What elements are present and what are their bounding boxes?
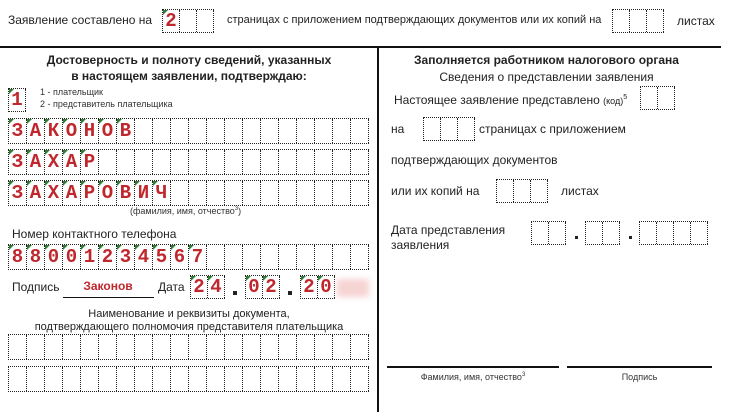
right-signature-caption: Подпись bbox=[621, 372, 658, 382]
char-cell[interactable] bbox=[514, 180, 531, 202]
char-cell[interactable] bbox=[197, 10, 214, 32]
on-label: на bbox=[391, 122, 405, 136]
char-cell[interactable] bbox=[171, 119, 189, 143]
char-cell[interactable] bbox=[117, 150, 135, 174]
date-day-field[interactable] bbox=[190, 275, 225, 299]
char-cell[interactable]: 4 bbox=[135, 245, 153, 269]
char-cell[interactable] bbox=[691, 222, 708, 244]
right-fio-footnote: 3 bbox=[521, 372, 526, 378]
char-cell[interactable]: 2 bbox=[301, 276, 318, 298]
copies-label: или их копий на bbox=[391, 184, 480, 198]
date-separator-dot bbox=[288, 291, 292, 295]
char-cell[interactable] bbox=[171, 181, 189, 205]
char-cell[interactable] bbox=[315, 181, 333, 205]
char-cell[interactable] bbox=[333, 335, 351, 359]
char-cell[interactable] bbox=[297, 367, 315, 391]
char-cell[interactable] bbox=[458, 118, 475, 140]
char-cell[interactable]: З bbox=[9, 181, 27, 205]
char-cell[interactable]: 4 bbox=[208, 276, 225, 298]
char-cell[interactable] bbox=[45, 367, 63, 391]
char-cell[interactable] bbox=[261, 119, 279, 143]
char-cell[interactable]: О bbox=[99, 119, 117, 143]
char-cell[interactable] bbox=[613, 10, 630, 32]
pages-suffix: страницах с приложением bbox=[479, 122, 626, 136]
header-pages-field[interactable] bbox=[162, 9, 214, 33]
char-cell[interactable] bbox=[297, 245, 315, 269]
code-label bbox=[394, 93, 627, 107]
fio-caption-end: ) bbox=[238, 206, 242, 216]
char-cell[interactable] bbox=[243, 367, 261, 391]
char-cell[interactable] bbox=[153, 150, 171, 174]
fio-caption bbox=[130, 206, 241, 216]
char-cell[interactable] bbox=[497, 180, 514, 202]
char-cell[interactable] bbox=[180, 10, 197, 32]
char-cell[interactable] bbox=[9, 367, 27, 391]
char-cell[interactable] bbox=[674, 222, 691, 244]
date-month-field[interactable] bbox=[245, 275, 280, 299]
char-cell[interactable] bbox=[424, 118, 441, 140]
char-cell[interactable] bbox=[81, 367, 99, 391]
char-cell[interactable] bbox=[351, 119, 369, 143]
right-fio-caption-text: Фамилия, имя, отчество bbox=[420, 372, 522, 382]
char-cell[interactable] bbox=[658, 87, 675, 109]
char-cell[interactable]: В bbox=[117, 119, 135, 143]
char-cell[interactable]: А bbox=[27, 181, 45, 205]
char-cell[interactable] bbox=[333, 245, 351, 269]
patronymic-field[interactable] bbox=[8, 180, 369, 206]
char-cell[interactable]: Х bbox=[45, 181, 63, 205]
char-cell[interactable] bbox=[279, 181, 297, 205]
char-cell[interactable] bbox=[279, 245, 297, 269]
char-cell[interactable] bbox=[630, 10, 647, 32]
char-cell[interactable] bbox=[315, 150, 333, 174]
doc-caption-line2: подтверждающего полномочия представителя плательщика bbox=[34, 321, 344, 333]
char-cell[interactable] bbox=[225, 335, 243, 359]
char-cell[interactable]: 6 bbox=[171, 245, 189, 269]
char-cell[interactable]: 5 bbox=[153, 245, 171, 269]
char-cell[interactable] bbox=[189, 367, 207, 391]
char-cell[interactable] bbox=[279, 119, 297, 143]
header-divider bbox=[0, 46, 721, 48]
char-cell[interactable]: О bbox=[63, 119, 81, 143]
char-cell[interactable] bbox=[207, 367, 225, 391]
char-cell[interactable] bbox=[351, 245, 369, 269]
char-cell[interactable]: 2 bbox=[99, 245, 117, 269]
char-cell[interactable] bbox=[531, 180, 548, 202]
header-middle-text: страницах с приложением подтверждающих документов или их копий на bbox=[227, 14, 602, 26]
char-cell[interactable] bbox=[225, 181, 243, 205]
header-suffix: листах bbox=[677, 14, 715, 28]
char-cell[interactable]: А bbox=[27, 119, 45, 143]
fio-caption-text: (фамилия, имя, отчество bbox=[130, 206, 235, 216]
column-divider bbox=[377, 46, 379, 412]
char-cell[interactable] bbox=[261, 245, 279, 269]
char-cell[interactable]: 0 bbox=[63, 245, 81, 269]
char-cell[interactable]: 8 bbox=[27, 245, 45, 269]
char-cell[interactable] bbox=[351, 181, 369, 205]
char-cell[interactable] bbox=[297, 335, 315, 359]
doc-row-2-field[interactable] bbox=[8, 366, 369, 392]
char-cell[interactable]: 7 bbox=[189, 245, 207, 269]
copies-field[interactable] bbox=[496, 179, 548, 203]
char-cell[interactable]: 8 bbox=[9, 245, 27, 269]
date-label-line2: заявления bbox=[391, 238, 450, 252]
date-separator-dot bbox=[233, 291, 237, 295]
char-cell[interactable]: 0 bbox=[246, 276, 263, 298]
char-cell[interactable]: Н bbox=[81, 119, 99, 143]
code-footnote: 5 bbox=[623, 94, 628, 101]
char-cell[interactable] bbox=[207, 245, 225, 269]
surname-field[interactable] bbox=[8, 118, 369, 144]
char-cell[interactable] bbox=[207, 119, 225, 143]
header-sheets-field[interactable] bbox=[612, 9, 664, 33]
char-cell[interactable]: 0 bbox=[318, 276, 335, 298]
date-separator-dot bbox=[575, 236, 578, 239]
char-cell[interactable]: К bbox=[45, 119, 63, 143]
char-cell[interactable] bbox=[99, 150, 117, 174]
blurred-year-digits bbox=[337, 279, 369, 297]
copies-suffix: листах bbox=[561, 184, 599, 198]
char-cell[interactable] bbox=[225, 367, 243, 391]
char-cell[interactable] bbox=[315, 245, 333, 269]
name-field[interactable] bbox=[8, 149, 369, 175]
signature-label: Подпись bbox=[12, 280, 60, 294]
phone-label: Номер контактного телефона bbox=[12, 227, 177, 241]
char-cell[interactable] bbox=[189, 335, 207, 359]
char-cell[interactable] bbox=[657, 222, 674, 244]
signer-option-2: 2 - представитель плательщика bbox=[40, 99, 173, 109]
char-cell[interactable] bbox=[641, 87, 658, 109]
char-cell[interactable] bbox=[243, 335, 261, 359]
date-separator-dot bbox=[629, 236, 632, 239]
char-cell[interactable] bbox=[261, 181, 279, 205]
char-cell[interactable] bbox=[279, 150, 297, 174]
char-cell[interactable] bbox=[207, 335, 225, 359]
char-cell[interactable] bbox=[586, 222, 603, 244]
char-cell[interactable]: Ч bbox=[153, 181, 171, 205]
char-cell[interactable] bbox=[117, 367, 135, 391]
char-cell[interactable]: 1 bbox=[81, 245, 99, 269]
char-cell[interactable] bbox=[297, 181, 315, 205]
char-cell[interactable] bbox=[279, 367, 297, 391]
char-cell[interactable] bbox=[640, 222, 657, 244]
char-cell[interactable] bbox=[297, 150, 315, 174]
left-title-line2: в настоящем заявлении, подтверждаю: bbox=[71, 69, 307, 83]
char-cell[interactable] bbox=[441, 118, 458, 140]
code-field[interactable] bbox=[640, 86, 675, 110]
left-title-line1: Достоверность и полноту сведений, указанных bbox=[46, 53, 332, 67]
char-cell[interactable]: 1 bbox=[9, 89, 26, 111]
char-cell[interactable] bbox=[243, 181, 261, 205]
char-cell[interactable] bbox=[63, 367, 81, 391]
char-cell[interactable] bbox=[81, 335, 99, 359]
char-cell[interactable] bbox=[351, 367, 369, 391]
code-label-text: Настоящее заявление представлено bbox=[394, 93, 600, 107]
char-cell[interactable] bbox=[189, 119, 207, 143]
char-cell[interactable] bbox=[243, 150, 261, 174]
right-date-year-field[interactable] bbox=[639, 221, 708, 245]
fio-signature-line bbox=[387, 366, 559, 368]
char-cell[interactable] bbox=[171, 335, 189, 359]
date-year-field[interactable] bbox=[300, 275, 335, 299]
char-cell[interactable] bbox=[351, 335, 369, 359]
char-cell[interactable] bbox=[243, 119, 261, 143]
signature-value[interactable]: Законов bbox=[83, 279, 133, 293]
right-title: Заполняется работником налогового органа bbox=[414, 53, 679, 67]
char-cell[interactable] bbox=[135, 150, 153, 174]
char-cell[interactable] bbox=[153, 367, 171, 391]
char-cell[interactable]: 0 bbox=[45, 245, 63, 269]
signature-line-right bbox=[567, 366, 712, 368]
right-subtitle: Сведения о представлении заявления bbox=[439, 70, 654, 84]
char-cell[interactable] bbox=[27, 335, 45, 359]
char-cell[interactable] bbox=[315, 335, 333, 359]
char-cell[interactable] bbox=[135, 367, 153, 391]
char-cell[interactable] bbox=[261, 367, 279, 391]
header-prefix: Заявление составлено на bbox=[8, 13, 153, 27]
signer-option-1: 1 - плательщик bbox=[40, 87, 103, 97]
char-cell[interactable] bbox=[189, 150, 207, 174]
char-cell[interactable] bbox=[171, 150, 189, 174]
char-cell[interactable]: В bbox=[117, 181, 135, 205]
char-cell[interactable] bbox=[603, 222, 620, 244]
date-label-line1: Дата представления bbox=[391, 223, 506, 237]
date-label: Дата bbox=[158, 280, 185, 294]
pages-field[interactable] bbox=[423, 117, 475, 141]
char-cell[interactable] bbox=[297, 119, 315, 143]
char-cell[interactable]: А bbox=[63, 150, 81, 174]
char-cell[interactable]: И bbox=[135, 181, 153, 205]
char-cell[interactable] bbox=[45, 335, 63, 359]
char-cell[interactable] bbox=[225, 245, 243, 269]
char-cell[interactable] bbox=[153, 119, 171, 143]
char-cell[interactable] bbox=[9, 335, 27, 359]
char-cell[interactable] bbox=[63, 335, 81, 359]
char-cell[interactable] bbox=[315, 367, 333, 391]
char-cell[interactable] bbox=[153, 335, 171, 359]
char-cell[interactable]: А bbox=[63, 181, 81, 205]
right-fio-caption bbox=[387, 372, 559, 382]
docs-line: подтверждающих документов bbox=[391, 153, 558, 167]
char-cell[interactable] bbox=[225, 119, 243, 143]
char-cell[interactable] bbox=[333, 119, 351, 143]
char-cell[interactable] bbox=[261, 335, 279, 359]
char-cell[interactable]: Х bbox=[45, 150, 63, 174]
char-cell[interactable] bbox=[549, 222, 566, 244]
char-cell[interactable] bbox=[315, 119, 333, 143]
char-cell[interactable] bbox=[99, 367, 117, 391]
char-cell[interactable] bbox=[171, 367, 189, 391]
fio-footnote: 3 bbox=[234, 206, 239, 212]
phone-field[interactable] bbox=[8, 244, 369, 270]
doc-caption-line1: Наименование и реквизиты документа, bbox=[88, 308, 290, 320]
char-cell[interactable]: Р bbox=[81, 181, 99, 205]
char-cell[interactable] bbox=[135, 119, 153, 143]
char-cell[interactable] bbox=[243, 245, 261, 269]
char-cell[interactable] bbox=[532, 222, 549, 244]
char-cell[interactable] bbox=[279, 335, 297, 359]
char-cell[interactable] bbox=[27, 367, 45, 391]
char-cell[interactable] bbox=[189, 181, 207, 205]
right-date-day-field[interactable] bbox=[531, 221, 566, 245]
right-date-month-field[interactable] bbox=[585, 221, 620, 245]
char-cell[interactable] bbox=[261, 150, 279, 174]
char-cell[interactable] bbox=[333, 181, 351, 205]
char-cell[interactable]: З bbox=[9, 119, 27, 143]
char-cell[interactable]: О bbox=[99, 181, 117, 205]
char-cell[interactable] bbox=[333, 367, 351, 391]
char-cell[interactable] bbox=[99, 335, 117, 359]
char-cell[interactable] bbox=[207, 181, 225, 205]
signer-code-field[interactable] bbox=[8, 88, 26, 112]
doc-row-1-field[interactable] bbox=[8, 334, 369, 360]
char-cell[interactable]: 2 bbox=[163, 10, 180, 32]
char-cell[interactable]: 2 bbox=[263, 276, 280, 298]
char-cell[interactable]: Р bbox=[81, 150, 99, 174]
code-small: (код) bbox=[603, 96, 624, 106]
char-cell[interactable] bbox=[117, 335, 135, 359]
char-cell[interactable] bbox=[207, 150, 225, 174]
char-cell[interactable]: З bbox=[9, 150, 27, 174]
char-cell[interactable] bbox=[135, 335, 153, 359]
char-cell[interactable]: 2 bbox=[191, 276, 208, 298]
char-cell[interactable]: 3 bbox=[117, 245, 135, 269]
char-cell[interactable] bbox=[647, 10, 664, 32]
char-cell[interactable] bbox=[225, 150, 243, 174]
char-cell[interactable] bbox=[351, 150, 369, 174]
char-cell[interactable] bbox=[333, 150, 351, 174]
char-cell[interactable]: А bbox=[27, 150, 45, 174]
signature-line bbox=[63, 297, 154, 298]
